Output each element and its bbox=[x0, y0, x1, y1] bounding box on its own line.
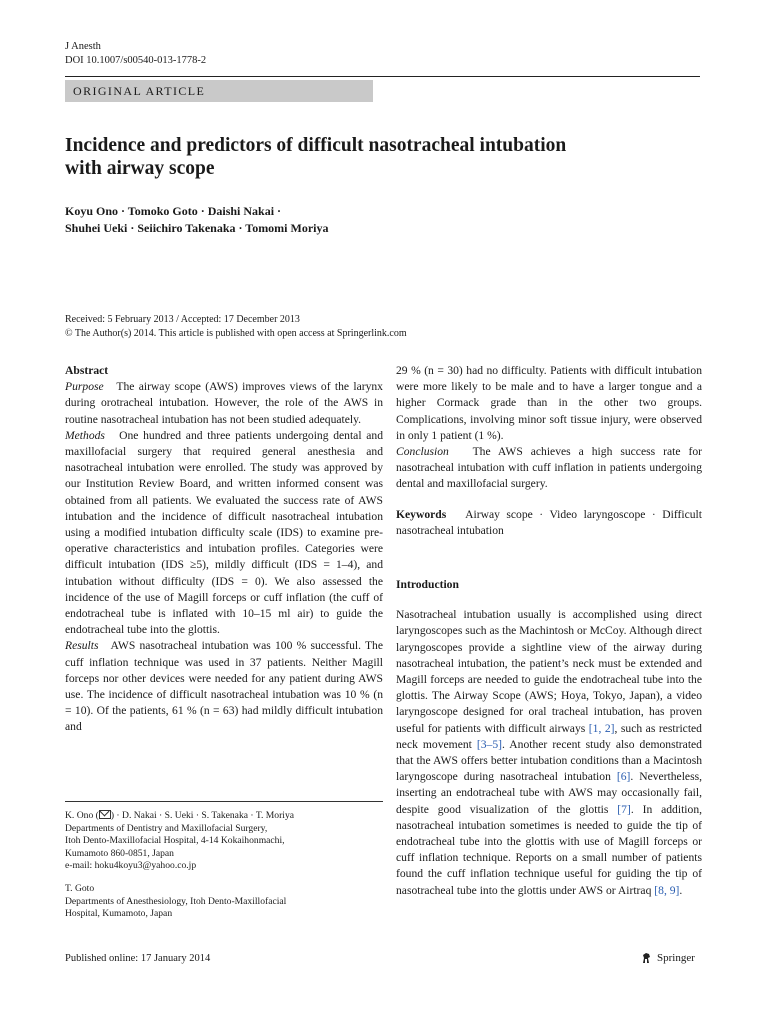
journal-header bbox=[65, 40, 206, 68]
abstract-heading: Abstract bbox=[65, 364, 109, 377]
abstract-results bbox=[65, 638, 383, 735]
affiliation-line: Departments of Dentistry and Maxillofacial Surgery, bbox=[65, 822, 268, 834]
results-text: AWS nasotracheal intubation was 100 % successful. The cuff inflation technique was used in 37 patients. Neither Magill forceps nor other devices were needed for any patient during AWS use. The incidence of difficult nasotracheal intubation was 10 % (n = 10). Of the patients, 61 % (n = 63) had mildly difficult intubation and bbox=[65, 639, 383, 734]
purpose-text: The airway scope (AWS) improves views of the larynx during orotracheal intubation. However, the role of the AWS in routine nasotracheal intubation has not been studied adequately. bbox=[65, 380, 383, 426]
intro-text-4: . Nevertheless, inserting an endotracheal tube with AWS may occasionally fail, despite good visualization of the glottis bbox=[396, 770, 702, 816]
publisher-logo bbox=[640, 951, 695, 965]
intro-text-5: . In addition, nasotracheal intubation sometimes is needed to guide the tip of endotracheal tube into the glottis with use of Magill forceps or cuff inflation technique. Reports on a small number of patients found the cuff inflation technique useful for guiding the tip of nasotracheal tube into the glottis under AWS or Airtraq bbox=[396, 802, 703, 897]
title-line-1: Incidence and predictors of difficult nasotracheal intubation bbox=[65, 135, 567, 156]
conclusion-text: The AWS achieves a high success rate for nasotracheal intubation with cuff inflation in patients undergoing dental and maxillofacial surgery. bbox=[396, 445, 702, 491]
coauthors: ) · D. Nakai · S. Ueki · S. Takenaka · T. Moriya bbox=[110, 810, 295, 821]
abstract-purpose bbox=[65, 379, 383, 428]
received-accepted: Received: 5 February 2013 / Accepted: 17 December 2013 bbox=[65, 314, 300, 325]
authors-line-2: Shuhei Ueki · Seiichiro Takenaka · Tomomi Moriya bbox=[65, 221, 329, 235]
publication-dates bbox=[65, 313, 685, 341]
keywords-text: Airway scope · Video laryngoscope · Difficult nasotracheal intubation bbox=[396, 507, 702, 537]
footnote-rule bbox=[65, 801, 383, 802]
purpose-label: Purpose bbox=[65, 380, 104, 394]
intro-text-6: . bbox=[679, 883, 683, 897]
intro-text-3: . Another recent study also demonstrated that the AWS offers better intubation conditions than a Macintosh laryngoscope during nasotracheal intubation bbox=[396, 737, 702, 784]
citation-link[interactable]: [8, 9] bbox=[654, 883, 680, 897]
affiliation-line: Hospital, Kumamoto, Japan bbox=[65, 908, 173, 920]
copyright-notice: © The Author(s) 2014. This article is published with open access at Springerlink.com bbox=[65, 328, 407, 339]
methods-text: One hundred and three patients undergoing dental and maxillofacial surgery that required general anesthesia and nasotracheal intubation were enrolled. The study was approved by our Institution Review Board, and written informed consent was obtained from all patients. We evaluated the success rate of AWS intubation and the incidence of difficult nasotracheal intubation using a modified intubation difficulty scale (IDS) to examine pre-operative characteristics and intubation profiles. Categories were difficult intubation (IDS ≥5), mildly difficult (IDS = 1–4), and intubation without difficulty (IDS = 0). We also assessed the incidence of the use of Magill forceps or cuff inflation (the cuff of endotracheal tube is inflated with 10–15 ml air) to guide the endotracheal tube into the glottis. bbox=[65, 428, 383, 637]
doi[interactable]: DOI 10.1007/s00540-013-1778-2 bbox=[65, 55, 207, 66]
citation-link[interactable]: [3–5] bbox=[476, 737, 503, 751]
abstract-methods bbox=[65, 428, 383, 639]
author-goto: T. Goto bbox=[65, 882, 95, 894]
intro-text-2: , such as restricted neck movement bbox=[396, 721, 702, 751]
affiliation-line: Itoh Dento-Maxillofacial Hospital, 4-14 Kokaihonmachi, bbox=[65, 835, 285, 847]
published-online: Published online: 17 January 2014 bbox=[65, 953, 211, 964]
abstract-conclusion bbox=[396, 444, 702, 493]
article-title bbox=[65, 134, 685, 180]
corresponding-author: K. Ono ( bbox=[65, 810, 99, 821]
keywords bbox=[396, 507, 702, 539]
email-link[interactable]: e-mail: hoku4koyu3@yahoo.co.jp bbox=[65, 860, 197, 872]
abstract-column bbox=[65, 363, 383, 736]
header-rule bbox=[65, 76, 700, 77]
article-type-badge: ORIGINAL ARTICLE bbox=[65, 80, 373, 102]
authors-line-1: Koyu Ono · Tomoko Goto · Daishi Nakai · bbox=[65, 204, 282, 218]
conclusion-label: Conclusion bbox=[396, 445, 449, 459]
envelope-icon bbox=[99, 810, 111, 819]
results-label: Results bbox=[65, 639, 99, 653]
citation-link[interactable]: [7] bbox=[617, 802, 631, 816]
author-list bbox=[65, 203, 685, 237]
affiliation-line: Kumamoto 860-0851, Japan bbox=[65, 847, 174, 859]
keywords-label: Keywords bbox=[396, 507, 447, 521]
author-line bbox=[65, 810, 383, 823]
affiliations bbox=[65, 810, 383, 921]
intro-text-1: Nasotracheal intubation usually is accomplished using direct laryngoscopes such as the Machintosh or McCoy. Although direct laryngoscopes provide a sightline view of the airway during nasotracheal intubation, the patient’s neck must be extended and Magill forceps are needed to guide the endotracheal tube into the glottis. The Airway Scope (AWS; Hoya, Tokyo, Japan), a video laryngoscope designed for oral tracheal intubation, has proven useful for patients with difficult airways bbox=[396, 608, 702, 735]
results-continued: 29 % (n = 30) had no difficulty. Patients with difficult intubation were more likely to be male and to have a larger tongue and a higher Cormack grade than in the other two groups. Complications, involving minor soft tissue injury, were observed in only 1 patient (1 %). bbox=[396, 364, 702, 442]
journal-name: J Anesth bbox=[65, 41, 101, 52]
citation-link[interactable]: [6] bbox=[616, 770, 631, 784]
citation-link[interactable]: [1, 2] bbox=[588, 721, 615, 735]
springer-horse-icon bbox=[640, 951, 654, 965]
right-column bbox=[396, 363, 702, 899]
introduction-paragraph bbox=[396, 607, 702, 899]
title-line-2: with airway scope bbox=[65, 158, 215, 179]
introduction-heading: Introduction bbox=[396, 578, 459, 592]
affiliation-line: Departments of Anesthesiology, Itoh Dento-Maxillofacial bbox=[65, 895, 287, 907]
methods-label: Methods bbox=[65, 428, 105, 442]
publisher-name: Springer bbox=[657, 952, 695, 964]
